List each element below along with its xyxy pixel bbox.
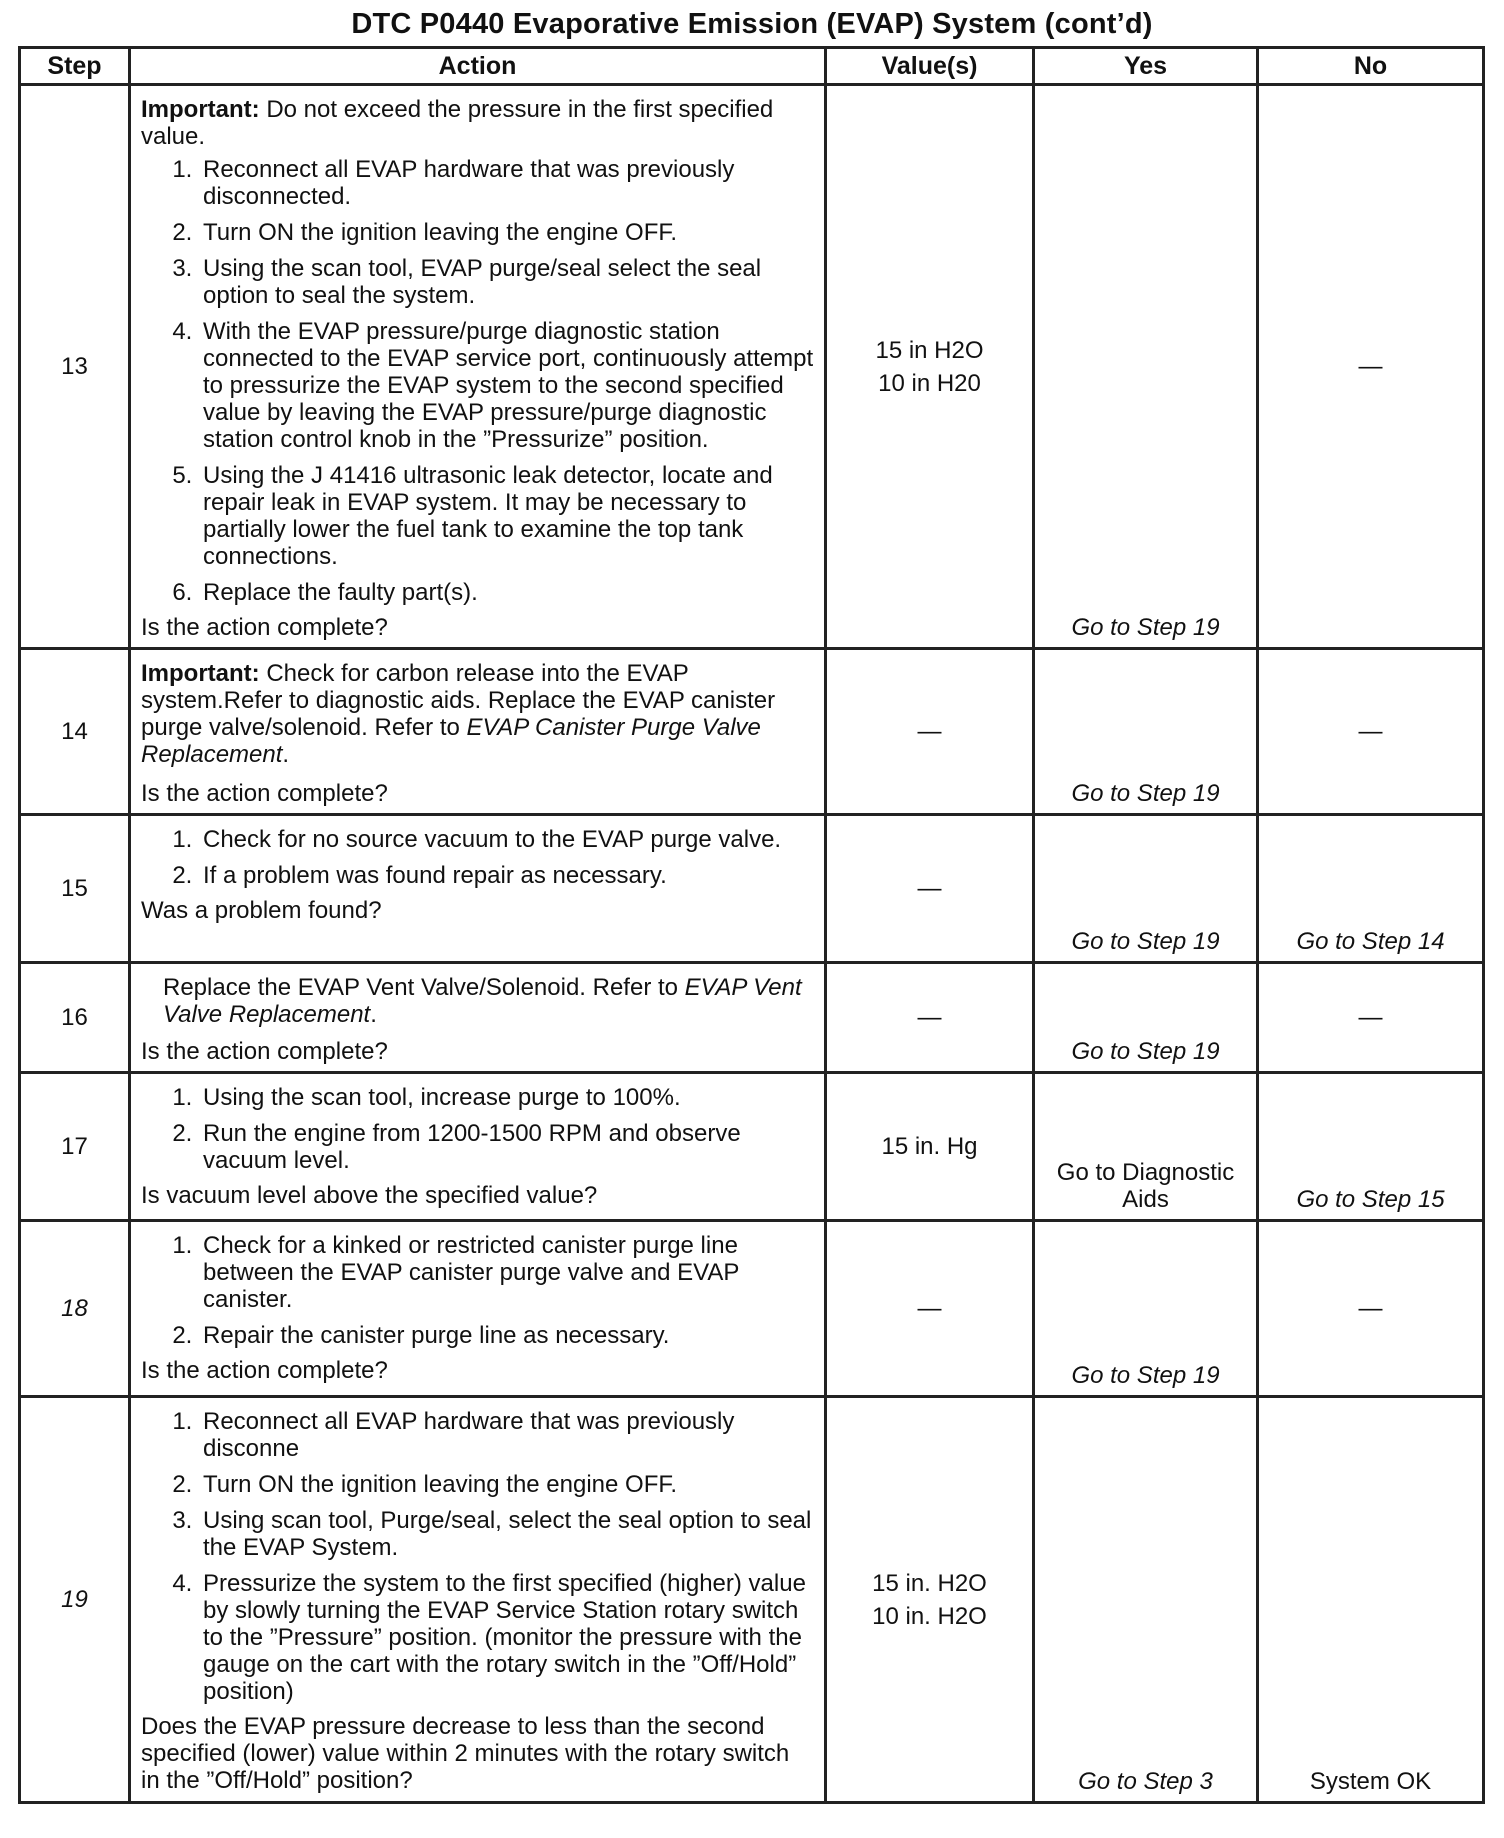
list-item: 1. Check for a kinked or restricted canister purge line between the EVAP canister purge valve and EVAP canister. [199,1232,814,1313]
no-cell: — [1258,85,1484,649]
value-text: 15 in. H2O [872,1569,987,1597]
no-cell: Go to Step 15 [1258,1073,1484,1221]
step-number: 17 [20,1073,130,1221]
action-question: Is vacuum level above the specified value? [141,1182,598,1209]
step-number: 15 [20,815,130,963]
header-values: Value(s) [826,48,1034,85]
action-cell [130,1073,826,1221]
table-row-step-14 [20,649,1484,815]
action-question: Does the EVAP pressure decrease to less than the second specified (lower) value within 2 minutes with the rotary switch in the ”Off/Hold” position? [141,1713,790,1794]
no-cell: Go to Step 14 [1258,815,1484,963]
action-cell [130,815,826,963]
yes-cell: Go to Step 19 [1034,1221,1258,1397]
values-cell [826,815,1034,963]
table-row-step-13 [20,85,1484,649]
action-list [141,1408,814,1705]
important-note [141,96,814,150]
list-item: 5. Using the J 41416 ultrasonic leak detector, locate and repair leak in EVAP system. It may be necessary to partially lower the fuel tank to examine the top tank connections. [199,462,814,570]
important-end: . [282,741,290,768]
yes-cell: Go to Step 19 [1034,815,1258,963]
step-number: 14 [20,649,130,815]
action-question: Is the action complete? [141,780,388,807]
no-cell: System OK [1258,1397,1484,1803]
list-item: 4. With the EVAP pressure/purge diagnostic station connected to the EVAP service port, continuously attempt to pressurize the EVAP system to the second specified value by leaving the EVAP pressure/purge diagnostic station control knob in the ”Pressurize” position. [199,318,814,453]
header-step: Step [20,48,130,85]
header-action: Action [130,48,826,85]
action-cell [130,1397,826,1803]
yes-cell: Go to Diagnostic Aids [1034,1073,1258,1221]
list-item: 1. Reconnect all EVAP hardware that was previously disconnected. [199,156,814,210]
step-number: 13 [20,85,130,649]
value-text: 15 in H2O [875,336,984,364]
important-text: Check for carbon release into the EVAP system.Refer to diagnostic aids. Replace the EVAP canister purge valve/solenoid. Refer to [141,660,776,741]
list-item: 1. Check for no source vacuum to the EVAP purge valve. [199,826,814,853]
list-item: 2. If a problem was found repair as necessary. [199,862,814,889]
values-cell [826,963,1034,1073]
yes-cell: Go to Step 19 [1034,649,1258,815]
table-row-step-16 [20,963,1484,1073]
table-row-step-15 [20,815,1484,963]
table-row-step-17 [20,1073,1484,1221]
step-number: 19 [20,1397,130,1803]
value-text: 10 in. H2O [872,1602,987,1630]
table-row-step-19 [20,1397,1484,1803]
reference-link: EVAP Canister Purge Valve Replacement [141,714,761,768]
action-cell [130,1221,826,1397]
value-text: — [917,1004,942,1031]
header-row [20,48,1484,85]
values-cell [826,85,1034,649]
reference-link: EVAP Vent Valve Replacement [163,974,802,1028]
value-text: — [917,1295,942,1322]
important-text: Do not exceed the pressure in the first specified value. [141,96,774,150]
important-label: Important: [141,660,260,687]
action-list [141,826,814,889]
yes-cell: Go to Step 19 [1034,963,1258,1073]
action-question: Is the action complete? [141,1038,388,1065]
important-note [141,660,814,768]
list-item: 2. Turn ON the ignition leaving the engine OFF. [199,219,814,246]
action-text-end: . [370,1001,377,1028]
step-number: 16 [20,963,130,1073]
value-text: — [917,718,942,745]
no-cell: — [1258,649,1484,815]
table-row-step-18 [20,1221,1484,1397]
list-item: 1. Using the scan tool, increase purge to 100%. [199,1084,814,1111]
list-item: 3. Using scan tool, Purge/seal, select the seal option to seal the EVAP System. [199,1507,814,1561]
header-yes: Yes [1034,48,1258,85]
action-text-main: Replace the EVAP Vent Valve/Solenoid. Refer to [163,974,685,1001]
action-cell [130,85,826,649]
action-cell [130,649,826,815]
value-text: 15 in. Hg [881,1133,978,1160]
action-cell [130,963,826,1073]
header-no: No [1258,48,1484,85]
yes-cell: Go to Step 19 [1034,85,1258,649]
diagnostic-table [18,46,1485,1804]
values-cell [826,649,1034,815]
no-cell: — [1258,1221,1484,1397]
list-item: 3. Using the scan tool, EVAP purge/seal select the seal option to seal the system. [199,255,814,309]
action-question: Is the action complete? [141,614,388,641]
values-cell [826,1221,1034,1397]
list-item: 2. Repair the canister purge line as necessary. [199,1322,814,1349]
action-question: Is the action complete? [141,1357,388,1384]
value-text: 10 in H20 [878,369,981,397]
yes-cell: Go to Step 3 [1034,1397,1258,1803]
list-item: 4. Pressurize the system to the first specified (higher) value by slowly turning the EVAP Service Station rotary switch to the ”Pressure” position. (monitor the pressure with the gauge on the cart with the rotary switch in the ”Off/Hold” position) [199,1570,814,1705]
page-title: DTC P0440 Evaporative Emission (EVAP) System (cont’d) [351,8,1153,40]
action-text [141,974,814,1028]
list-item: 1. Reconnect all EVAP hardware that was previously disconne [199,1408,814,1462]
important-label: Important: [141,96,260,123]
action-question: Was a problem found? [141,897,382,924]
action-list [141,156,814,606]
list-item: 6. Replace the faulty part(s). [199,579,814,606]
list-item: 2. Run the engine from 1200-1500 RPM and observe vacuum level. [199,1120,814,1174]
action-list [141,1084,814,1174]
action-list [141,1232,814,1349]
list-item: 2. Turn ON the ignition leaving the engine OFF. [199,1471,814,1498]
step-number: 18 [20,1221,130,1397]
no-cell: — [1258,963,1484,1073]
values-cell [826,1073,1034,1221]
value-text: — [917,875,942,902]
values-cell [826,1397,1034,1803]
